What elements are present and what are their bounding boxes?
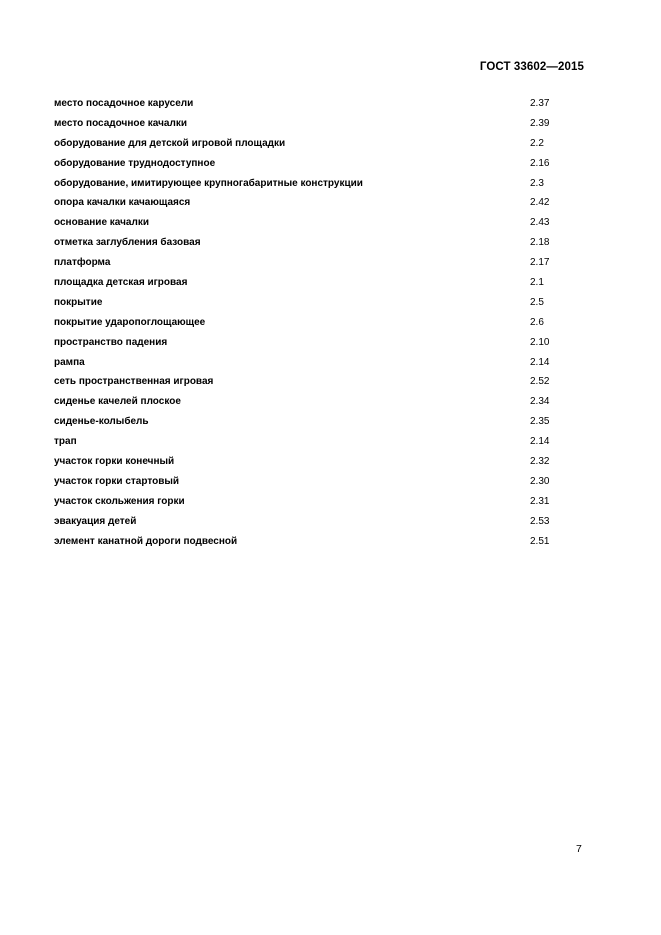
index-term: сеть пространственная игровая [54, 376, 214, 388]
index-section-ref: 2.17 [530, 257, 550, 269]
index-entry [54, 395, 564, 415]
index-term: элемент канатной дороги подвесной [54, 535, 238, 547]
index-entry [54, 435, 564, 455]
index-term: отметка заглубления базовая [54, 237, 201, 249]
index-section-ref: 2.1 [530, 277, 544, 289]
index-entry [54, 375, 564, 395]
index-entry [54, 535, 564, 555]
index-entry [54, 316, 564, 336]
index-section-ref: 2.31 [530, 495, 550, 507]
index-term: трап [54, 436, 77, 448]
index-section-ref: 2.34 [530, 396, 550, 408]
index-term: участок горки конечный [54, 456, 175, 468]
index-section-ref: 2.35 [530, 416, 550, 428]
index-entry [54, 475, 564, 495]
index-entry [54, 256, 564, 276]
alphabetical-index [54, 97, 564, 554]
index-section-ref: 2.43 [530, 217, 550, 229]
index-section-ref: 2.53 [530, 515, 550, 527]
index-term: основание качалки [54, 217, 149, 229]
index-section-ref: 2.3 [530, 177, 544, 189]
index-section-ref: 2.2 [530, 137, 544, 149]
index-entry [54, 137, 564, 157]
index-entry [54, 196, 564, 216]
index-entry [54, 97, 564, 117]
index-term: опора качалки качающаяся [54, 197, 191, 209]
index-section-ref: 2.32 [530, 456, 550, 468]
index-entry [54, 336, 564, 356]
index-section-ref: 2.52 [530, 376, 550, 388]
index-section-ref: 2.14 [530, 436, 550, 448]
index-term: площадка детская игровая [54, 277, 188, 289]
document-header [480, 61, 584, 73]
index-term: платформа [54, 257, 111, 269]
index-section-ref: 2.51 [530, 535, 550, 547]
index-entry [54, 216, 564, 236]
index-entry [54, 415, 564, 435]
index-term: пространство падения [54, 336, 168, 348]
index-section-ref: 2.42 [530, 197, 550, 209]
index-entry [54, 177, 564, 197]
index-section-ref: 2.10 [530, 336, 550, 348]
index-term: участок горки стартовый [54, 475, 180, 487]
index-section-ref: 2.30 [530, 475, 550, 487]
index-term: место посадочное карусели [54, 98, 194, 109]
index-section-ref: 2.39 [530, 117, 550, 129]
index-term: оборудование, имитирующее крупногабаритные конструкции [54, 177, 363, 189]
index-term: оборудование для детской игровой площадки [54, 137, 286, 149]
index-section-ref: 2.18 [530, 237, 550, 249]
index-section-ref: 2.6 [530, 316, 544, 328]
index-entry [54, 356, 564, 376]
standard-designation: ГОСТ 33602—2015 [479, 61, 584, 73]
index-term: оборудование труднодоступное [54, 157, 216, 169]
index-entry [54, 236, 564, 256]
index-section-ref: 2.5 [530, 296, 544, 308]
index-entry [54, 117, 564, 137]
index-term: место посадочное качалки [54, 117, 187, 129]
index-section-ref: 2.14 [530, 356, 550, 368]
index-entry [54, 515, 564, 535]
index-term: рампа [54, 356, 85, 368]
page-number: 7 [576, 843, 582, 855]
index-entry [54, 276, 564, 296]
index-term: сиденье-колыбель [54, 416, 149, 428]
index-entry [54, 495, 564, 515]
index-term: эвакуация детей [54, 515, 137, 527]
index-entry [54, 296, 564, 316]
index-section-ref: 2.37 [530, 98, 550, 109]
index-entry [54, 455, 564, 475]
index-section-ref: 2.16 [530, 157, 550, 169]
index-term: покрытие ударопоглощающее [54, 316, 206, 328]
index-term: покрытие [54, 296, 103, 308]
index-term: участок скольжения горки [54, 495, 185, 507]
index-term: сиденье качелей плоское [54, 396, 181, 408]
index-entry [54, 157, 564, 177]
